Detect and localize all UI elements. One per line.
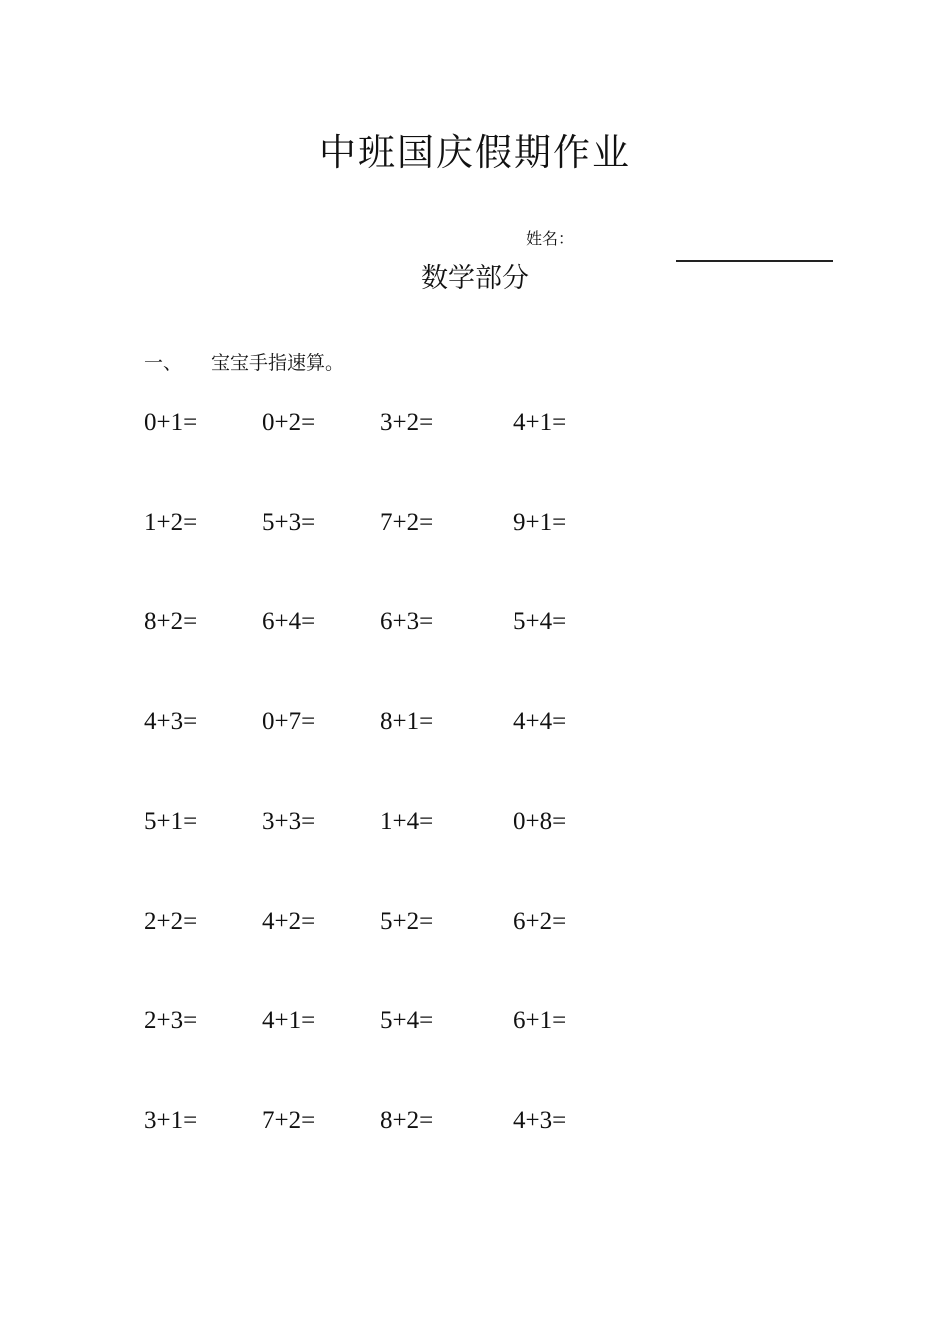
problem-item: 5+2=: [380, 908, 434, 935]
problem-item: 4+1=: [513, 409, 567, 436]
section-title: 数学部分: [421, 263, 529, 294]
problem-item: 5+1=: [144, 808, 198, 835]
problem-item: 7+2=: [262, 1107, 316, 1134]
problem-item: 2+3=: [144, 1007, 198, 1034]
problem-item: 1+2=: [144, 509, 198, 536]
question-number: 一、: [144, 352, 183, 374]
problem-item: 4+3=: [513, 1107, 567, 1134]
problem-item: 6+2=: [513, 908, 567, 935]
page-title: 中班国庆假期作业: [319, 131, 631, 174]
problem-item: 9+1=: [513, 509, 567, 536]
problem-item: 0+7=: [262, 708, 316, 735]
problem-item: 5+4=: [380, 1007, 434, 1034]
name-label: 姓名：: [526, 229, 575, 248]
problem-item: 7+2=: [380, 509, 434, 536]
problem-item: 1+4=: [380, 808, 434, 835]
problem-item: 3+3=: [262, 808, 316, 835]
problem-item: 8+2=: [380, 1107, 434, 1134]
problem-item: 6+3=: [380, 608, 434, 635]
problem-item: 4+2=: [262, 908, 316, 935]
problem-item: 2+2=: [144, 908, 198, 935]
problem-item: 0+8=: [513, 808, 567, 835]
problem-item: 3+1=: [144, 1107, 198, 1134]
problem-item: 4+4=: [513, 708, 567, 735]
problem-item: 6+4=: [262, 608, 316, 635]
problem-item: 5+3=: [262, 509, 316, 536]
problem-item: 3+2=: [380, 409, 434, 436]
problem-item: 4+3=: [144, 708, 198, 735]
problem-item: 0+1=: [144, 409, 198, 436]
problem-item: 0+2=: [262, 409, 316, 436]
problem-item: 4+1=: [262, 1007, 316, 1034]
problem-item: 8+1=: [380, 708, 434, 735]
problem-item: 8+2=: [144, 608, 198, 635]
problem-item: 6+1=: [513, 1007, 567, 1034]
problem-item: 5+4=: [513, 608, 567, 635]
question-text: 宝宝手指速算。: [211, 352, 345, 374]
